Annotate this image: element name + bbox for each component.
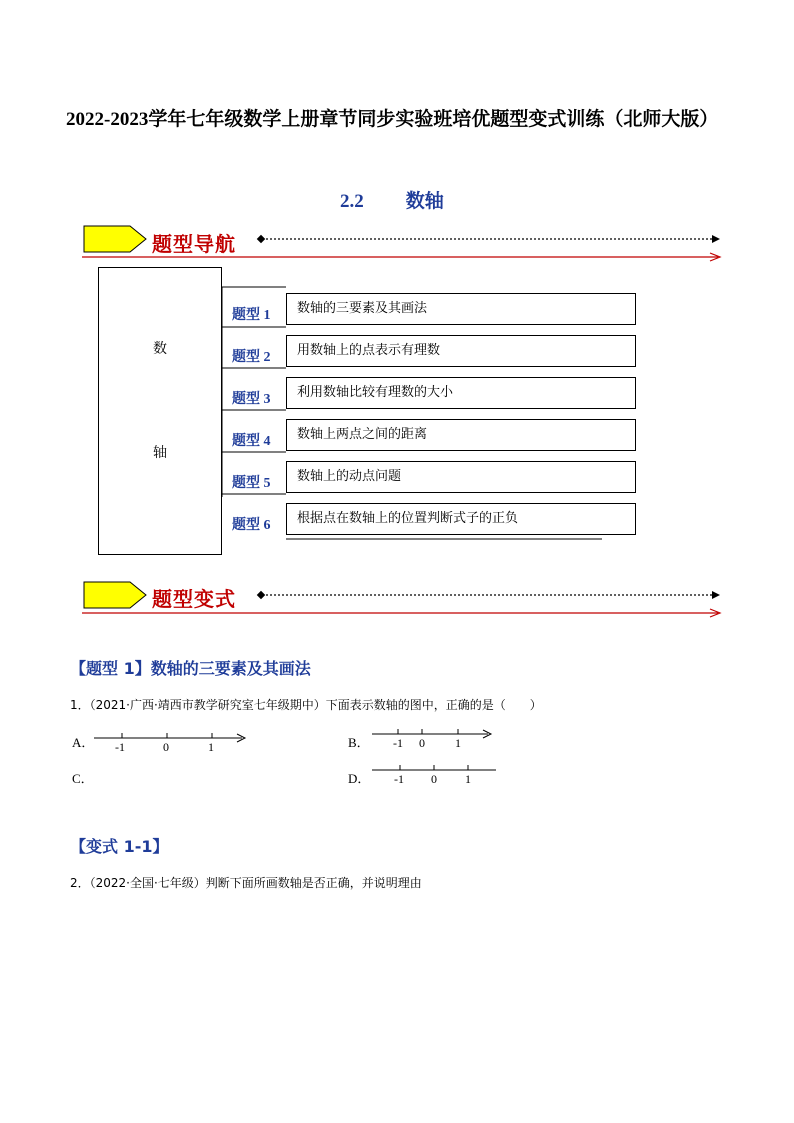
document-title: 2022-2023学年七年级数学上册章节同步实验班培优题型变式训练（北师大版） (66, 109, 719, 130)
variant1-heading: 【变式 1-1】 (70, 837, 169, 856)
variants-banner-title: 题型变式 (152, 587, 236, 611)
nav-topic-char: 轴 (153, 445, 167, 461)
tick-label: 1 (465, 772, 471, 786)
tick-label: 0 (163, 740, 169, 754)
arrow-head-icon (712, 591, 720, 599)
nav-item-box: 数轴上两点之间的距离 (286, 419, 636, 451)
nav-item-box: 数轴上的动点问题 (286, 461, 636, 493)
option-b-letter: B． (348, 735, 370, 750)
nav-topic-box (98, 267, 222, 555)
nav-item-box: 利用数轴比较有理数的大小 (286, 377, 636, 409)
section-number: 2.2 (340, 191, 364, 212)
option-a-letter: A． (72, 735, 95, 750)
tick-label: -1 (393, 736, 403, 750)
section-title: 数轴 (405, 191, 444, 212)
tick-label: 0 (419, 736, 425, 750)
nav-item-label: 题型 3 (232, 392, 271, 407)
tick-label: -1 (115, 740, 125, 754)
option-c-letter: C． (72, 771, 94, 786)
banner-tag-arrow-icon (84, 226, 146, 252)
tick-label: 1 (455, 736, 461, 750)
nav-item-box: 数轴的三要素及其画法 (286, 293, 636, 325)
nav-banner-title: 题型导航 (152, 232, 236, 256)
tick-label: 1 (208, 740, 214, 754)
nav-topic-char: 数 (153, 341, 167, 357)
nav-item-label: 题型 2 (232, 350, 271, 365)
diamond-icon (257, 235, 265, 243)
nav-item-label: 题型 1 (232, 308, 271, 323)
tick-label: 0 (431, 772, 437, 786)
option-d-letter: D． (348, 771, 371, 786)
nav-item-label: 题型 6 (232, 518, 271, 533)
nav-item-box: 根据点在数轴上的位置判断式子的正负 (286, 503, 636, 535)
tick-label: -1 (394, 772, 404, 786)
banner-tag-arrow-icon (84, 582, 146, 608)
type1-heading: 【题型 1】数轴的三要素及其画法 (70, 659, 311, 678)
diamond-icon (257, 591, 265, 599)
arrow-head-icon (712, 235, 720, 243)
nav-item-box: 用数轴上的点表示有理数 (286, 335, 636, 367)
nav-item-label: 题型 4 (232, 434, 271, 449)
question-2: 2．（2022·全国·七年级）判断下面所画数轴是否正确，并说明理由 (70, 876, 422, 890)
option-b-number-line (370, 724, 500, 744)
question-1: 1．（2021·广西·靖西市教学研究室七年级期中）下面表示数轴的图中，正确的是（ ） (70, 698, 542, 712)
section-heading (340, 186, 444, 213)
nav-item-label: 题型 5 (232, 476, 271, 491)
